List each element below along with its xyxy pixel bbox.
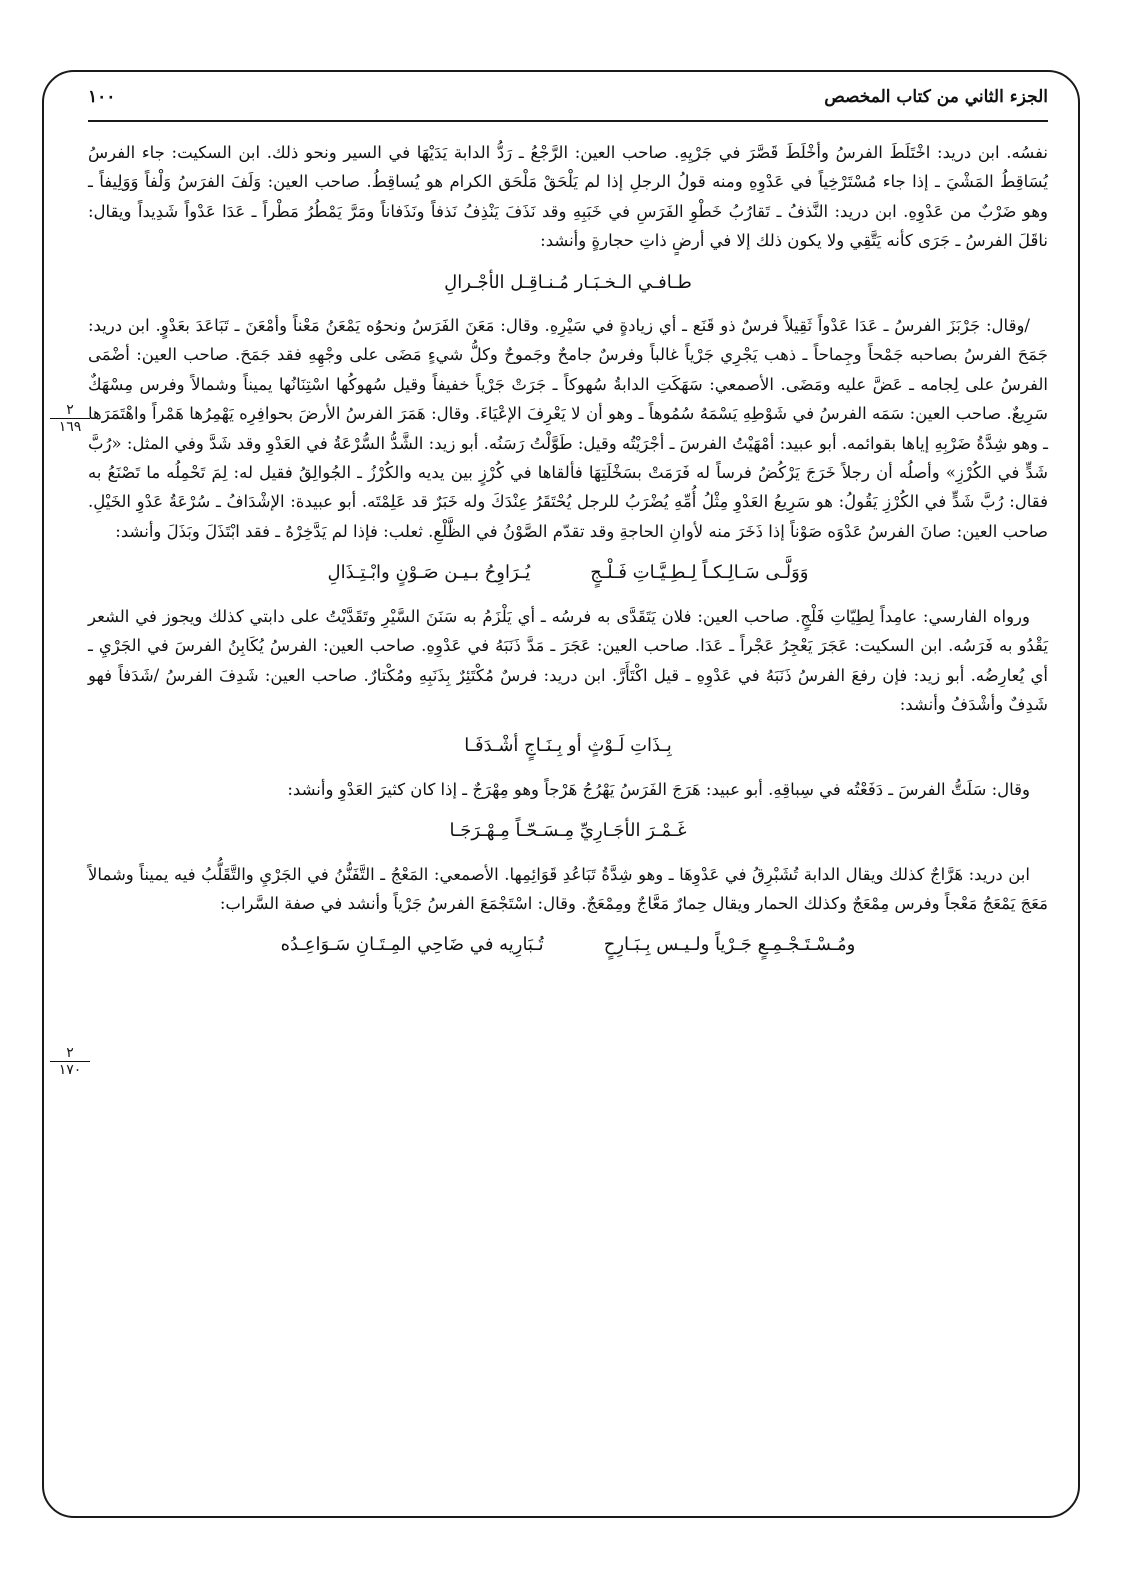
verse-hemistich: وَوَلَّـى سَـالِـكـاً لِـطِـيَّـاتِ فَـلْـجٍ (590, 562, 809, 584)
margin-ref-volume: ٢ (50, 1045, 90, 1062)
margin-ref-page: ١٦٩ (58, 419, 82, 435)
paragraph: ابن دريد: هَرَّاجٌ كذلك ويقال الدابة تُشَبْرِقُ في عَدْوِهَا ـ وهو شِدَّةُ تَبَاعُدِ قَوَائِمِها. الأصمعي: المَعْجُ ـ التَّفَنُّنُ في الجَرْيِ والتَّقَلُّبُ فيه يميناً وشمالاً مَعَجَ يَمْعَجُ مَعْجاً وفرس مِمْعَجٌ وكذلك الحمار ويقال حِمارٌ مَعَّاجٌ ومِمْعَجٌ. وقال: اسْتَجْمَعَ الفرسُ جَرْياً وأنشد في صفة السَّراب: (88, 864, 1048, 913)
verse-hemistich: يُـرَاوِحُ بـيـن صَـوْنٍ وابْـتِـذَالِ (327, 562, 531, 584)
paragraph: نفسُه. ابن دريد: اخْتَلَطَ الفرسُ وأخْلَطَ قَصَّرَ في جَرْيِهِ. صاحب العين: الرَّجْعُ ـ رَدُّ الدابة يَدَيْهَا في السير ونحو ذلك. ابن السكيت: جاء الفرسُ يُسَاقِطُ المَشْيَ ـ إذا جاء مُسْتَرْخِياً في عَدْوِهِ ومنه قولُ الرجلِ إذا لم يَلْحَقْ مَلْحَق الكرام هو يُساقِطُ. صاحب العين: وَلَفَ الفرَسُ وَلْفاً وَوَلِيفاً ـ وهو ضَرْبٌ من عَدْوِهِ. ابن دريد: النَّذفُ ـ تَقارُبُ خَطْوِ الفَرَسِ في خَبَبِهِ وقد نَذَفَ يَنْذِفُ نَذفاً ونَذَفاناً ومَرَّ يَمْطُرُ مَطْراً ـ عَدَا عَدْواً شَدِيداً ويقال: ناقَلَ الفرسُ ـ جَرَى كأنه يَتَّقِي ولا يكون ذلك إلا في أرضٍ ذاتِ حجارةٍ وأنشد: (88, 143, 1048, 251)
page-header (88, 80, 1048, 114)
margin-ref-volume: ٢ (50, 402, 90, 419)
verse-line (88, 816, 1048, 845)
margin-page-ref (50, 1045, 90, 1078)
verse-line (88, 558, 1048, 587)
running-title: الجزء الثاني من كتاب المخصص (824, 87, 1048, 107)
paragraph: ورواه الفارسي: عامِداً لِطِيّاتِ فَلْجٍ. صاحب العين: فلان يَتَقَدَّى به فرسُه ـ أي يَلْزَمُ به سَنَنَ السَّيْرِ وتَقَدَّيْتُ على دابتي كذلك ويجوز في الشعر يَقْدُو به فَرَسُه. ابن السكيت: عَجَرَ يَعْجِرُ عَجْراً ـ عَدَا. صاحب العين: عَجَرَ ـ مَدَّ ذَنَبَهُ في عَدْوِهِ. صاحب العين: الفرسُ يُكَابِنُ الفرسَ في الجَرْيِ ـ أي يُعارِضُه. أبو زيد: فإن رفعَ الفرسُ ذَنَبَهُ في عَدْوِهِ ـ قيل اكْتَأَرَّ. ابن دريد: فرسٌ مُكْتَئِرٌ بِذَنَبِهِ ومُكْتارٌ. صاحب العين: شَدِفَ الفرسُ /شَدَفاً فهو شَدِفٌ وأشْدَفُ وأنشد: (88, 606, 1048, 714)
verse-hemistich: بِـذَاتِ لَـوْثٍ أو بِـنَـاجٍ أشْـدَفَـا (464, 735, 672, 757)
verse-hemistich: طـافـي الـخـبَـار مُـنـاقِـل الأجْـرالِ (444, 271, 692, 293)
margin-page-ref (50, 402, 90, 435)
verse-line (88, 268, 1048, 297)
margin-ref-page: ١٧٠ (58, 1062, 82, 1078)
header-rule (88, 120, 1048, 122)
page-body (88, 138, 1048, 974)
verse-hemistich: ومُـسْـتَـجْـمِـعٍ جَـرْياً ولـيـس بِـبَـارِحٍ (603, 934, 856, 956)
paragraph: وقال: سَلَتُّ الفرسَ ـ دَفَعْتُه في سِباقِهِ. أبو عبيد: هَرَجَ الفَرَسُ يَهْرُجُ هَرْجاً وهو مِهْرَجٌ ـ إذا كان كثيرَ العَدْوِ وأنشد: (287, 779, 1030, 799)
verse-hemistich: غَـمْـرَ الأجَـارِيِّ مِـسَـحّـاً مِـهْـرَجَـا (449, 820, 687, 842)
verse-hemistich: تُـبَارِيه في ضَاحِي المِـتَـانِ سَـوَاعِـدُه (280, 934, 544, 956)
verse-line (88, 930, 1048, 959)
paragraph: /وقال: جَرْبَزَ الفرسُ ـ عَدَا عَدْواً ثَقِيلاً فرسٌ ذو قَنَع ـ أي زيادةٍ في سَيْرِهِ. وقال: مَعَنَ الفَرَسُ ونحوُه يَمْعَنُ مَعْناً وأمْعَنَ ـ تَبَاعَدَ بعَدْوٍ. ابن دريد: جَمَحَ الفرسُ بصاحبه جَمْحاً وجِماحاً ـ ذهب يَجْرِي جَرْياً غالباً وفرسٌ جامحٌ وجَموحٌ وكلُّ شيءٍ مَضَى على وجْهِهِ فقد جَمَحَ. صاحب العين: أضْمَى الفرسُ على لِجامه ـ عَضَّ عليه ومَضَى. الأصمعي: سَهَكَتِ الدابةُ سُهوكاً ـ جَرَتْ جَرْياً خفيفاً وقيل سُهوكُها اسْتِنَانُها يميناً وشمالاً وفرس مِسْهَكٌ سَرِيعٌ. صاحب العين: سَمَه الفرسُ في شَوْطِهِ يَسْمَهُ سُمُوهاً ـ وهو أن لا يَعْرِفَ الإعْيَاءَ. وقال: هَمَرَ الفرسُ الأرضَ بحوافِرِه يَهْمِرُها هَمْراً واهْتَمَرَها ـ وهو شِدَّةُ ضَرْبِهِ إياها بقوائمه. أبو عبيد: أمْهَيْتُ الفرسَ ـ أجْرَيْتُه وقيل: طَوَّلْتُ رَسَنُه. أبو زيد: الشَّدُّ السُّرْعَةُ في العَدْوِ وقد شَدَّ وفي المثل: «رُبَّ شَدٍّ في الكُرْزِ» وأصلُه أن رجلاً خَرَجَ يَرْكُضُ فرساً له فَرَمَتْ بسَخْلَتِهَا فألقاها في كُرْزٍ بين يديه والكُرْزُ ـ الجُوالِقُ فقيل له: لِمَ تَحْمِلُه ما تَصْنَعُ به فقال: رُبَّ شَدٍّ في الكُرْزِ يَقُولُ: هو سَرِيعُ العَدْوِ مِثْلُ أُمِّهِ يُضْرَبُ للرجل يُحْتَقَرُ عِنْدَكَ وله خَبَرٌ قد عَلِمْتَه. أبو عبيدة: الإشْدَافُ ـ سُرْعَةُ عَدْوِ الخَيْلِ. صاحب العين: صانَ الفرسُ عَدْوَه صَوْناً إذا ذَخَرَ منه لأوانِ الحاجةِ وقد تقدّم الصَّوْنُ في الظَّلْعِ. ثعلب: فإذا لم يَدَّخِرْهُ ـ فقد ابْتَذَلَ وبَذَلَ وأنشد: (88, 316, 1048, 541)
page-number: ١٠٠ (88, 87, 116, 107)
verse-line (88, 731, 1048, 760)
